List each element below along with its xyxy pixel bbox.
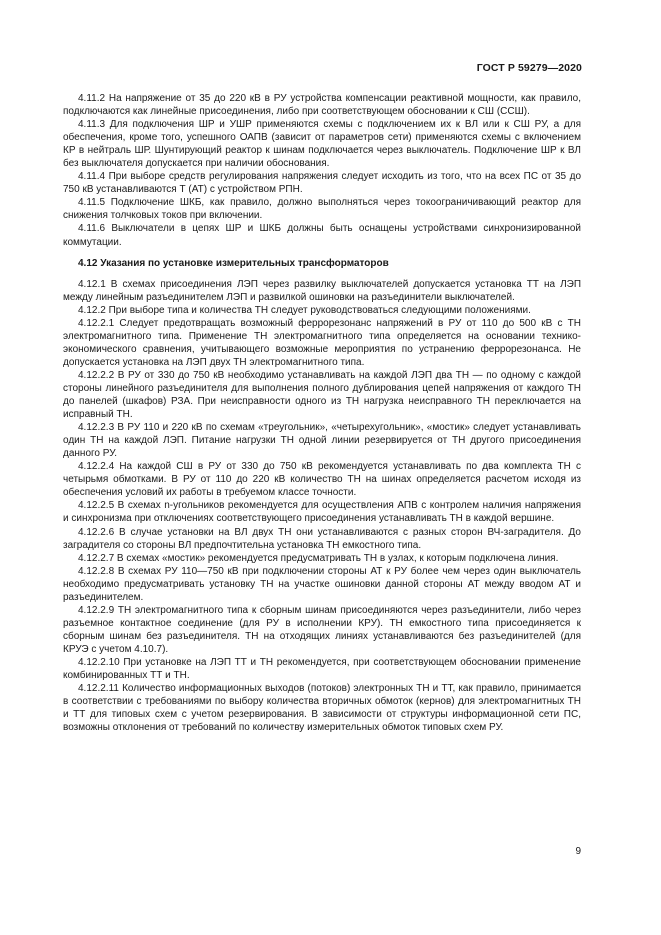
standard-header: ГОСТ Р 59279—2020 bbox=[476, 62, 582, 74]
paragraph-4-12-2-8: 4.12.2.8 В схемах РУ 110—750 кВ при подключении стороны АТ к РУ более чем через один выключатель необходимо предусматривать установку ТН на участке ошиновки данной стороны АТ между вводом АТ и разъединителем. bbox=[63, 565, 581, 603]
section-heading-4-12: 4.12 Указания по установке измерительных трансформаторов bbox=[78, 257, 389, 269]
paragraph-4-11-3: 4.11.3 Для подключения ШР и УШР применяются схемы с подключением их к ВЛ или к СШ РУ, а для обеспечения, кроме того, успешного ОАПВ (зависит от параметров сети) применяются схемы с включением КР в нейтраль ШР. Шунтирующий реактор к шинам подключается через выключатель. Подключение ШР к ВЛ без выключателя допускается при наличии обоснования. bbox=[63, 119, 581, 170]
paragraph-4-12-2-4: 4.12.2.4 На каждой СШ в РУ от 330 до 750 кВ рекомендуется устанавливать по два комплекта ТН с четырьмя обмотками. В РУ от 110 до 220 кВ количество ТН на шинах определяется расчетом исходя из обеспечения условий их работы в требуемом классе точности. bbox=[63, 461, 581, 499]
paragraph-4-12-2-1: 4.12.2.1 Следует предотвращать возможный феррорезонанс напряжений в РУ от 110 до 500 кВ с ТН электромагнитного типа. Применение ТН электромагнитного типа определяется на основании технико-экономического сравнения, учитывающего возможные мероприятия по устранению феррорезонанса. Не допускается установка на ЛЭП двух ТН электромагнитного типа. bbox=[63, 317, 581, 368]
paragraph-4-12-2-7: 4.12.2.7 В схемах «мостик» рекомендуется предусматривать ТН в узлах, к которым подключена линия. bbox=[78, 552, 559, 564]
paragraph-4-12-1: 4.12.1 В схемах присоединения ЛЭП через развилку выключателей допускается установка ТТ на ЛЭП между линейным разъединителем ЛЭП и развилкой ошиновки на разъединители выключателей. bbox=[63, 278, 581, 303]
paragraph-4-12-2-11: 4.12.2.11 Количество информационных выходов (потоков) электронных ТН и ТТ, как правило, принимается в соответствии с требованиями по выбору количества вторичных обмоток (кернов) для электромагнитных ТН и ТТ для типовых схем с учетом резервирования. В зависимости от структуры информационной сети ПС, возможны отклонения от требований по количеству измерительных обмоток типовых схем РУ. bbox=[63, 683, 581, 734]
paragraph-4-12-2-9: 4.12.2.9 ТН электромагнитного типа к сборным шинам присоединяются через разъединители, либо через разъемное контактное соединение (для РУ в исполнении КРУ). ТН емкостного типа присоединяется к сборным шинам без разъединителя. ТН на отходящих линиях устанавливаются без разъединителей (для КРУЭ с учетом 4.10.7). bbox=[63, 604, 581, 655]
paragraph-4-12-2-5: 4.12.2.5 В схемах n-угольников рекомендуется для осуществления АПВ с контролем наличия напряжения и синхронизма при отключениях соответствующего присоединения устанавливать ТН в каждой вершине. bbox=[63, 500, 581, 525]
paragraph-4-12-2-2: 4.12.2.2 В РУ от 330 до 750 кВ необходимо устанавливать на каждой ЛЭП два ТН — по одному с каждой стороны линейного разъединителя для выполнения полного дублирования цепей напряжения от каждого ТН до панелей (шкафов) РЗА. При неисправности одного из ТН нагрузка неисправного ТН переключается на исправный ТН. bbox=[63, 369, 581, 421]
paragraph-4-11-6: 4.11.6 Выключатели в цепях ШР и ШКБ должны быть оснащены устройствами синхронизированной коммутации. bbox=[63, 223, 581, 248]
page-body bbox=[63, 92, 581, 734]
paragraph-4-11-4: 4.11.4 При выборе средств регулирования напряжения следует исходить из того, что на всех ПС от 35 до 750 кВ устанавливаются Т (АТ) с устройством РПН. bbox=[63, 171, 581, 196]
paragraph-4-12-2: 4.12.2 При выборе типа и количества ТН следует руководствоваться следующими положениями. bbox=[78, 304, 531, 316]
page-number: 9 bbox=[575, 846, 581, 857]
paragraph-4-11-5: 4.11.5 Подключение ШКБ, как правило, должно выполняться через токоограничивающий реактор для снижения толчковых токов при включении. bbox=[63, 197, 581, 222]
paragraph-4-11-2: 4.11.2 На напряжение от 35 до 220 кВ в РУ устройства компенсации реактивной мощности, как правило, подключаются как линейные присоединения, либо при соответствующем обосновании к СШ (ССШ). bbox=[63, 93, 581, 118]
paragraph-4-12-2-3: 4.12.2.3 В РУ 110 и 220 кВ по схемам «треугольник», «четырехугольник», «мостик» следует устанавливать один ТН на каждой ЛЭП. Питание нагрузки ТН одной линии резервируется от ТН другого присоединения данного РУ. bbox=[63, 422, 581, 460]
paragraph-4-12-2-10: 4.12.2.10 При установке на ЛЭП ТТ и ТН рекомендуется, при соответствующем обосновании применение комбинированных ТТ и ТН. bbox=[63, 656, 581, 682]
paragraph-4-12-2-6: 4.12.2.6 В случае установки на ВЛ двух ТН они устанавливаются с разных сторон ВЧ-заградителя. До заградителя со стороны ВЛ предпочтительна установка ТН емкостного типа. bbox=[63, 526, 581, 551]
